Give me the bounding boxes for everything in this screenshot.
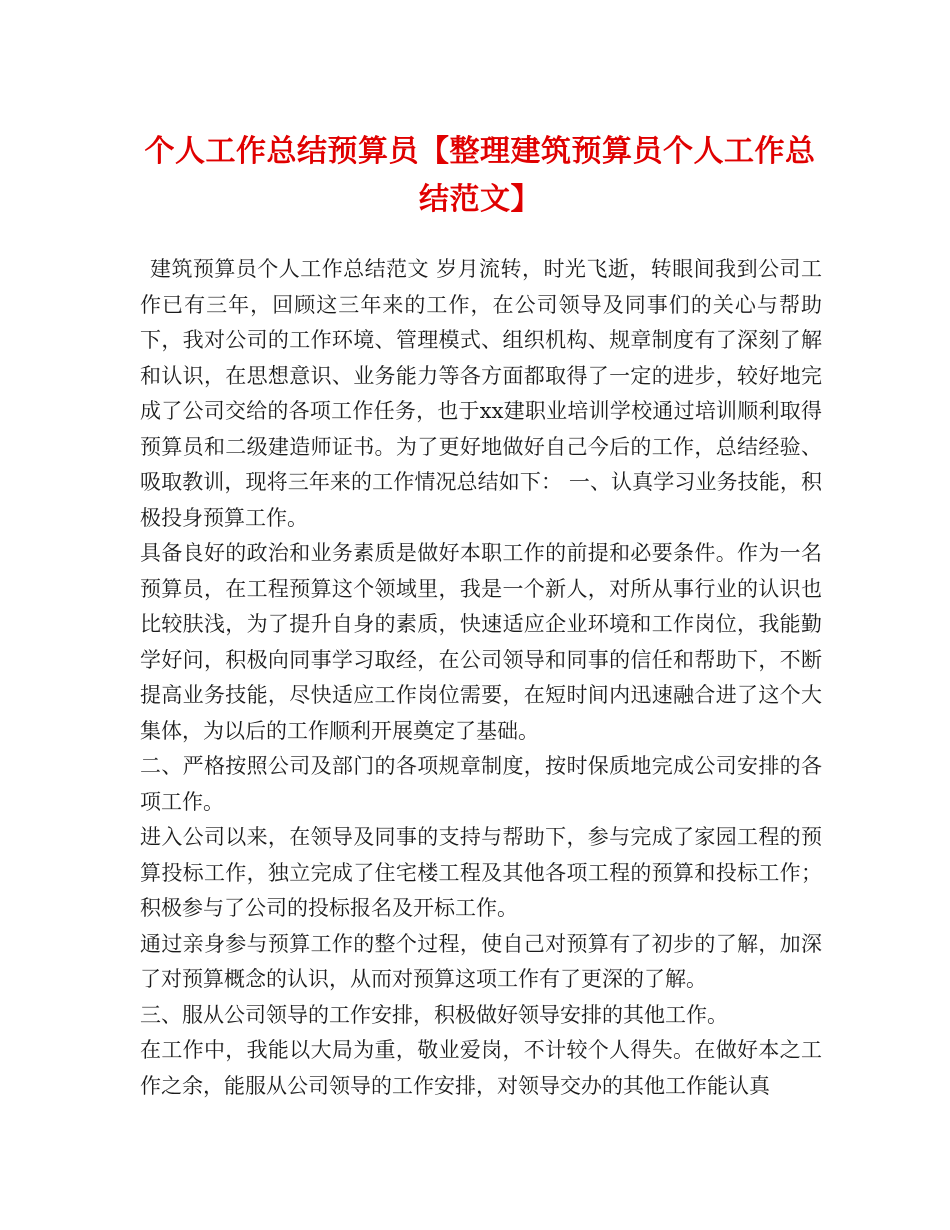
document-title: 个人工作总结预算员【整理建筑预算员个人工作总结范文】	[144, 134, 816, 217]
section-heading-3: 三、服从公司领导的工作安排，积极做好领导安排的其他工作。	[140, 1002, 728, 1027]
body-paragraph-intro: 建筑预算员个人工作总结范文 岁月流转，时光飞逝，转眼间我到公司工作已有三年，回顾这三年来的工作，在公司领导及同事们的关心与帮助下，我对公司的工作环境、管理模式、组织机构、规章制度有了深刻了解和认识，在思想意识、业务能力等各方面都取得了一定的进步，较好地完成了公司交给的各项工作任务，也于xx建职业培训学校通过培训顺利取得预算员和二级建造师证书。为了更好地做好自己今后的工作，总结经验、吸取教训，现将三年来的工作情况总结如下： 一、认真学习业务技能，积极投身预算工作。	[140, 257, 822, 530]
document-body	[140, 252, 822, 1104]
section-heading-2: 二、严格按照公司及部门的各项规章制度，按时保质地完成公司安排的各项工作。	[140, 754, 822, 814]
body-paragraph: 在工作中，我能以大局为重，敬业爱岗，不计较个人得失。在做好本之工作之余，能服从公司领导的工作安排，对领导交办的其他工作能认真	[140, 1038, 822, 1098]
body-paragraph: 进入公司以来，在领导及同事的支持与帮助下，参与完成了家园工程的预算投标工作，独立完成了住宅楼工程及其他各项工程的预算和投标工作；积极参与了公司的投标报名及开标工作。	[140, 825, 822, 920]
body-paragraph: 通过亲身参与预算工作的整个过程，使自己对预算有了初步的了解，加深了对预算概念的认识，从而对预算这项工作有了更深的了解。	[140, 931, 822, 991]
body-paragraph: 具备良好的政治和业务素质是做好本职工作的前提和必要条件。作为一名预算员，在工程预算这个领域里，我是一个新人，对所从事行业的认识也比较肤浅，为了提升自身的素质，快速适应企业环境和工作岗位，我能勤学好问，积极向同事学习取经，在公司领导和同事的信任和帮助下，不断提高业务技能，尽快适应工作岗位需要，在短时间内迅速融合进了这个大集体，为以后的工作顺利开展奠定了基础。	[140, 541, 822, 743]
